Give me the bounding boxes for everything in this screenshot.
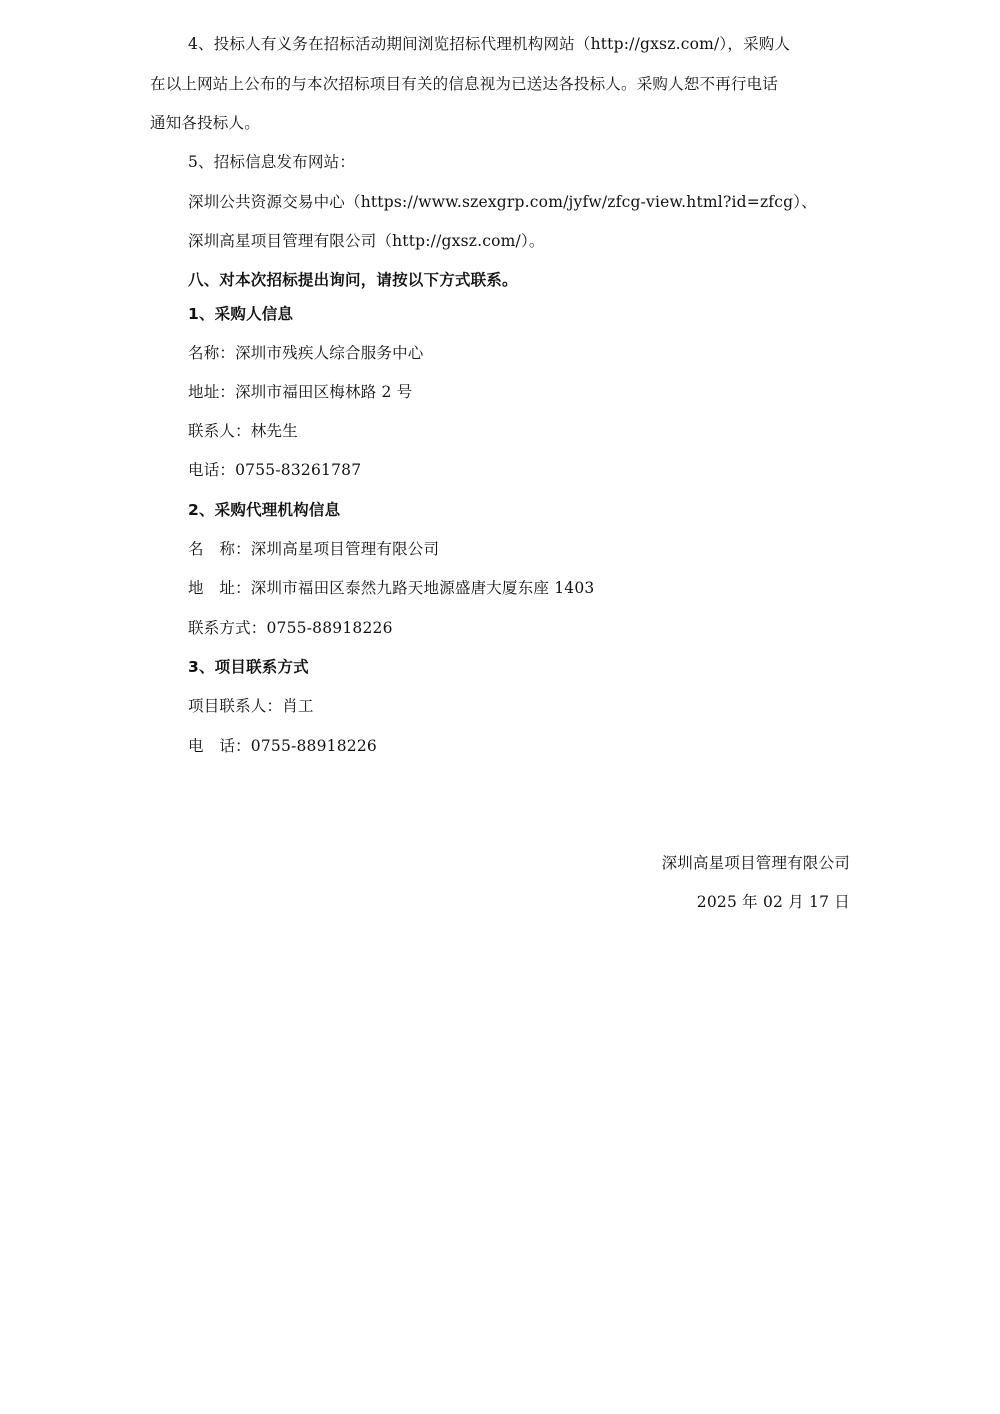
item5-site2: 深圳高星项目管理有限公司（http://gxsz.com/）。 xyxy=(188,232,545,250)
purchaser-name: 名称：深圳市残疾人综合服务中心 xyxy=(188,344,424,362)
project-heading: 3、项目联系方式 xyxy=(188,658,309,676)
purchaser-address: 地址：深圳市福田区梅林路 2 号 xyxy=(188,383,413,401)
item4-line1: 4、投标人有义务在招标活动期间浏览招标代理机构网站（http://gxsz.com/），采购人 xyxy=(188,35,791,53)
agency-address: 地 址：深圳市福田区泰然九路天地源盛唐大厦东座 1403 xyxy=(188,579,595,597)
agency-contact: 联系方式：0755-88918226 xyxy=(188,619,393,637)
item4-line3: 通知各投标人。 xyxy=(150,114,260,132)
purchaser-contact: 联系人：林先生 xyxy=(188,422,298,440)
project-phone: 电 话：0755-88918226 xyxy=(188,737,377,755)
agency-name: 名 称：深圳高星项目管理有限公司 xyxy=(188,540,440,558)
signature-company: 深圳高星项目管理有限公司 xyxy=(661,854,850,872)
project-contact: 项目联系人：肖工 xyxy=(188,697,314,715)
section8-heading: 八、对本次招标提出询问，请按以下方式联系。 xyxy=(188,271,518,289)
item5-title: 5、招标信息发布网站： xyxy=(188,153,356,171)
agency-heading: 2、采购代理机构信息 xyxy=(188,501,341,519)
purchaser-heading: 1、采购人信息 xyxy=(188,305,294,323)
item5-site1: 深圳公共资源交易中心（https://www.szexgrp.com/jyfw/zfcg-view.html?id=zfcg）、 xyxy=(188,193,817,211)
purchaser-phone: 电话：0755-83261787 xyxy=(188,461,362,479)
item4-line2: 在以上网站上公布的与本次招标项目有关的信息视为已送达各投标人。采购人恕不再行电话 xyxy=(150,75,779,93)
signature-date: 2025 年 02 月 17 日 xyxy=(696,893,850,911)
